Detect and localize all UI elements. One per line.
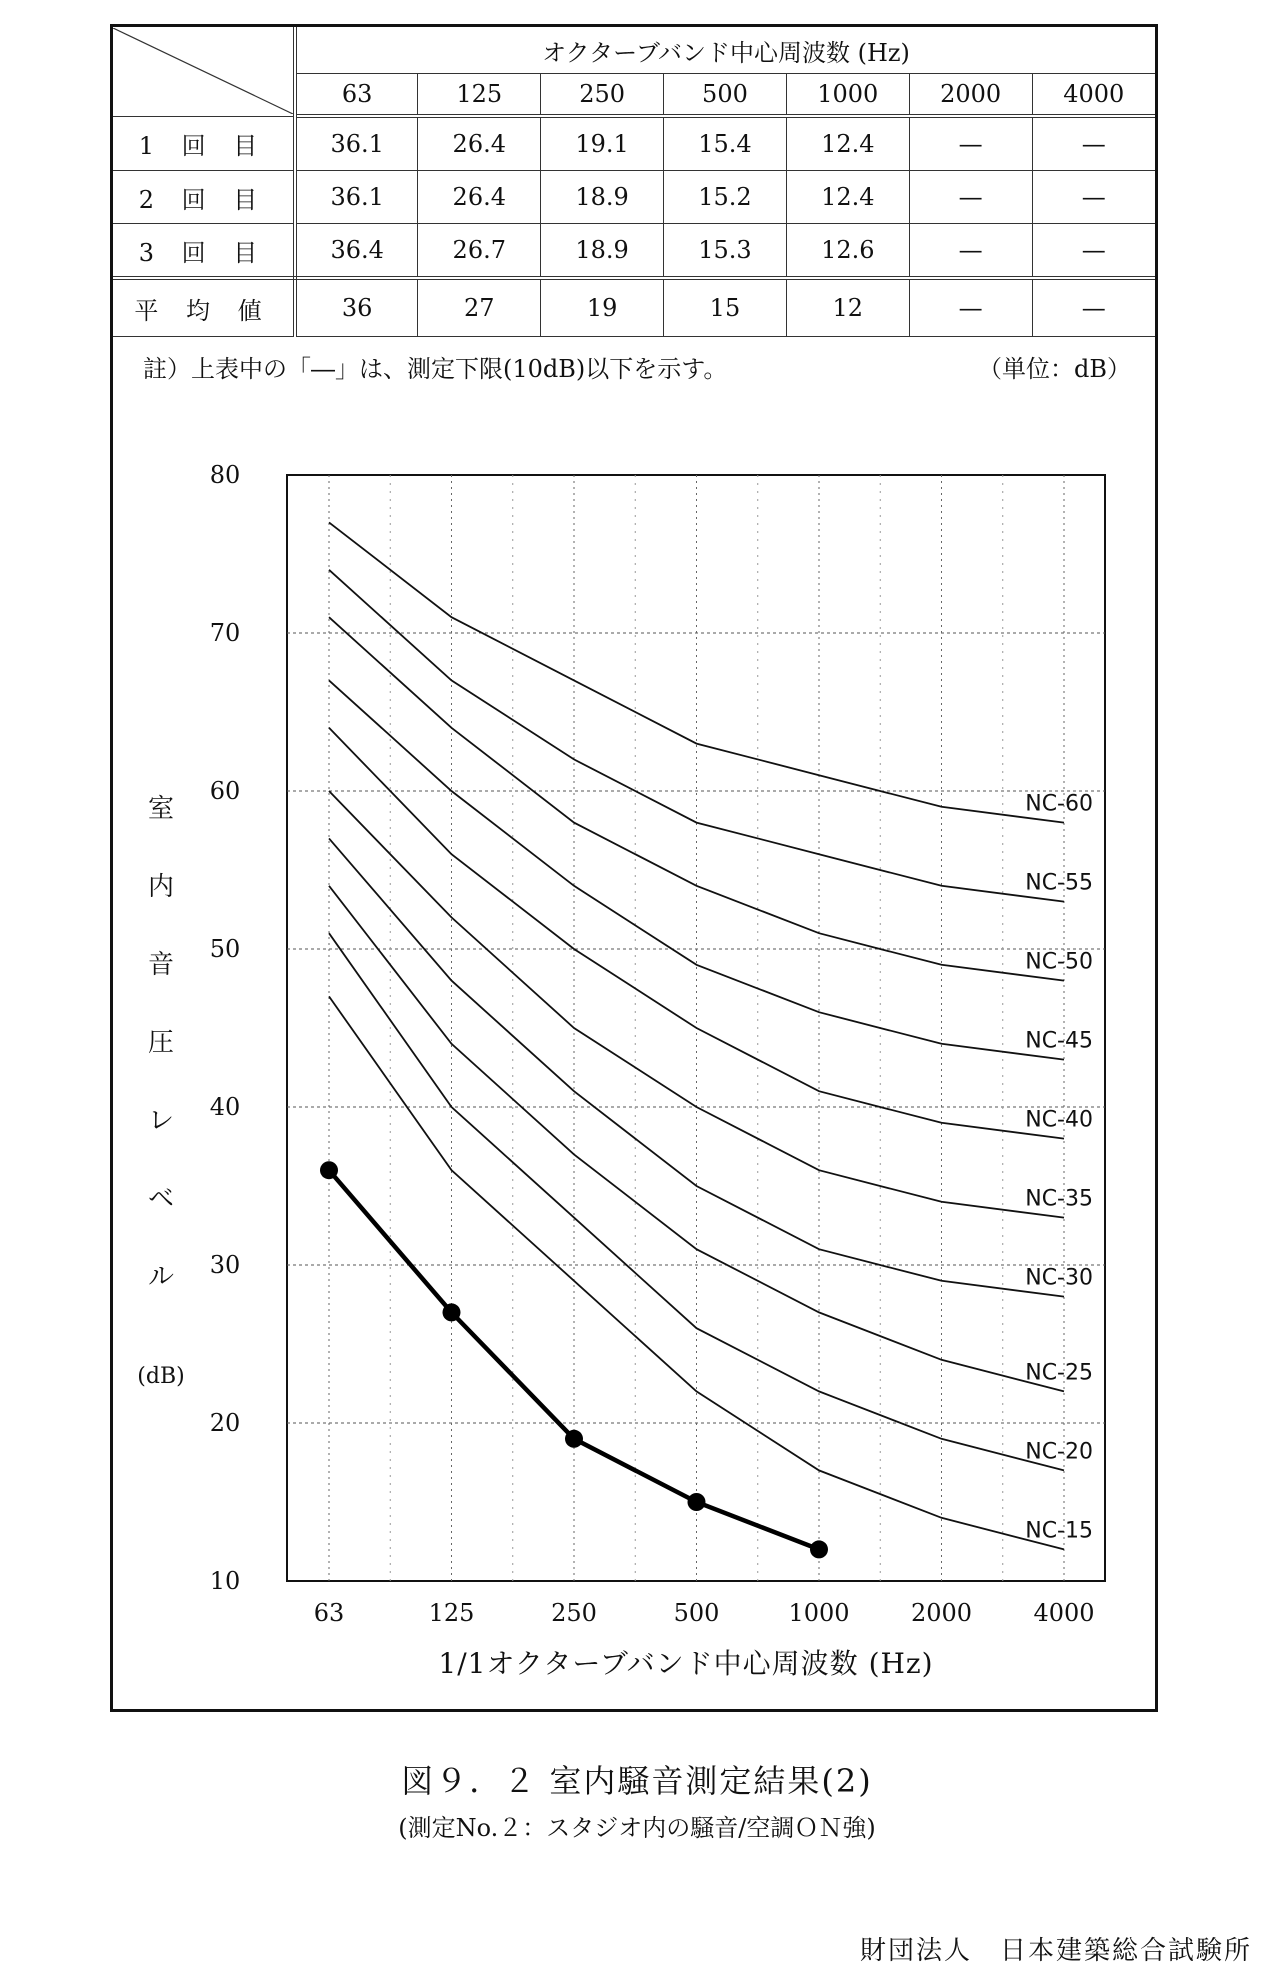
nc-curve-label: NC-15 [1025, 1518, 1093, 1544]
y-axis-label-char: ベ [147, 1184, 175, 1214]
y-axis-label-char: 室 [147, 794, 175, 824]
measured-line [329, 1170, 819, 1549]
table-cell: 19.1 [541, 116, 664, 171]
table-cell: — [909, 171, 1032, 224]
table-cell: 26.4 [418, 116, 541, 171]
nc-curve [329, 522, 1064, 822]
nc-curve-label: NC-50 [1025, 949, 1093, 975]
table-cell: — [909, 116, 1032, 171]
nc-curve-label: NC-25 [1025, 1360, 1093, 1386]
table-cell: — [909, 278, 1032, 337]
table-cell: 18.9 [541, 224, 664, 279]
figure-caption-subtitle: (測定No.２：スタジオ内の騒音/空調ＯＮ強) [398, 1814, 876, 1842]
nc-curve-label: NC-35 [1025, 1186, 1093, 1212]
nc-curve-label: NC-40 [1025, 1107, 1093, 1133]
x-tick-label: 1000 [788, 1599, 850, 1627]
table-cell: 15.4 [664, 116, 787, 171]
y-tick-label: 40 [209, 1093, 241, 1121]
table-cell: 19 [541, 278, 664, 337]
table-cell: 15.3 [664, 224, 787, 279]
table-cell: 36 [295, 278, 418, 337]
table-cell: 27 [418, 278, 541, 337]
row-label: 平 均 値 [113, 278, 295, 337]
nc-curve-label: NC-20 [1025, 1439, 1093, 1465]
table-cell: — [909, 224, 1032, 279]
measured-point [565, 1430, 583, 1448]
table-cell: 36.1 [295, 116, 418, 171]
row-label: 2 回 目 [113, 171, 295, 224]
table-cell: 26.7 [418, 224, 541, 279]
x-tick-label: 250 [551, 1599, 597, 1627]
y-tick-label: 30 [209, 1251, 241, 1279]
table-cell: 12.4 [786, 116, 909, 171]
y-tick-label: 20 [209, 1409, 241, 1437]
y-axis-label-char: 圧 [147, 1028, 175, 1058]
freq-header-cell: 2000 [909, 74, 1032, 117]
table-cell: 15 [664, 278, 787, 337]
table-cell: 15.2 [664, 171, 787, 224]
x-axis-title: 1/1オクターブバンド中心周波数 (Hz) [438, 1647, 934, 1680]
nc-curve-label: NC-60 [1025, 791, 1093, 817]
table-cell: — [1032, 171, 1155, 224]
unit-label: （単位：dB） [978, 355, 1131, 383]
table-header-title: オクターブバンド中心周波数 (Hz) [295, 27, 1155, 74]
nc-curve [329, 680, 1064, 1059]
measured-point [810, 1540, 828, 1558]
table-cell: 18.9 [541, 171, 664, 224]
y-axis-label-char: ル [147, 1262, 175, 1292]
organization-name: 財団法人 日本建築総合試験所 [859, 1936, 1252, 1966]
y-tick-label: 10 [209, 1567, 241, 1595]
freq-header-cell: 1000 [786, 74, 909, 117]
table-cell: 12.4 [786, 171, 909, 224]
y-tick-label: 70 [209, 619, 241, 647]
measured-point [443, 1303, 461, 1321]
freq-header-cell: 250 [541, 74, 664, 117]
x-tick-label: 125 [428, 1599, 475, 1627]
y-tick-label: 60 [209, 777, 241, 805]
freq-header-cell: 500 [664, 74, 787, 117]
measured-point [688, 1493, 706, 1511]
table-cell: 36.4 [295, 224, 418, 279]
table-note: 註）上表中の「―」は、測定下限(10dB)以下を示す。 [143, 355, 728, 383]
measured-point [320, 1161, 338, 1179]
row-label: 1 回 目 [113, 116, 295, 171]
table-cell: 26.4 [418, 171, 541, 224]
y-tick-label: 50 [209, 935, 241, 963]
x-tick-label: 63 [313, 1599, 345, 1627]
table-cell: 36.1 [295, 171, 418, 224]
table-cell: — [1032, 224, 1155, 279]
figure-frame [110, 24, 1158, 1712]
y-axis-label-char: (dB) [137, 1364, 185, 1389]
freq-header-cell: 125 [418, 74, 541, 117]
freq-header-cell: 4000 [1032, 74, 1155, 117]
nc-curve-label: NC-30 [1025, 1265, 1093, 1291]
nc-chart [113, 27, 1155, 1709]
x-tick-label: 4000 [1033, 1599, 1095, 1627]
nc-curve-label: NC-45 [1025, 1028, 1093, 1054]
table-cell: — [1032, 278, 1155, 337]
y-axis-label-char: 音 [147, 950, 175, 980]
row-label: 3 回 目 [113, 224, 295, 279]
y-axis-label-char: レ [147, 1106, 175, 1136]
figure-caption-title: 図９．２ 室内騒音測定結果(2) [401, 1762, 873, 1800]
freq-header-cell: 63 [295, 74, 418, 117]
x-tick-label: 2000 [910, 1599, 973, 1627]
x-tick-label: 500 [673, 1599, 720, 1627]
y-axis-label-char: 内 [147, 872, 175, 902]
nc-curve-label: NC-55 [1025, 870, 1093, 896]
y-tick-label: 80 [209, 461, 241, 489]
table-cell: 12 [786, 278, 909, 337]
table-cell: — [1032, 116, 1155, 171]
table-cell: 12.6 [786, 224, 909, 279]
